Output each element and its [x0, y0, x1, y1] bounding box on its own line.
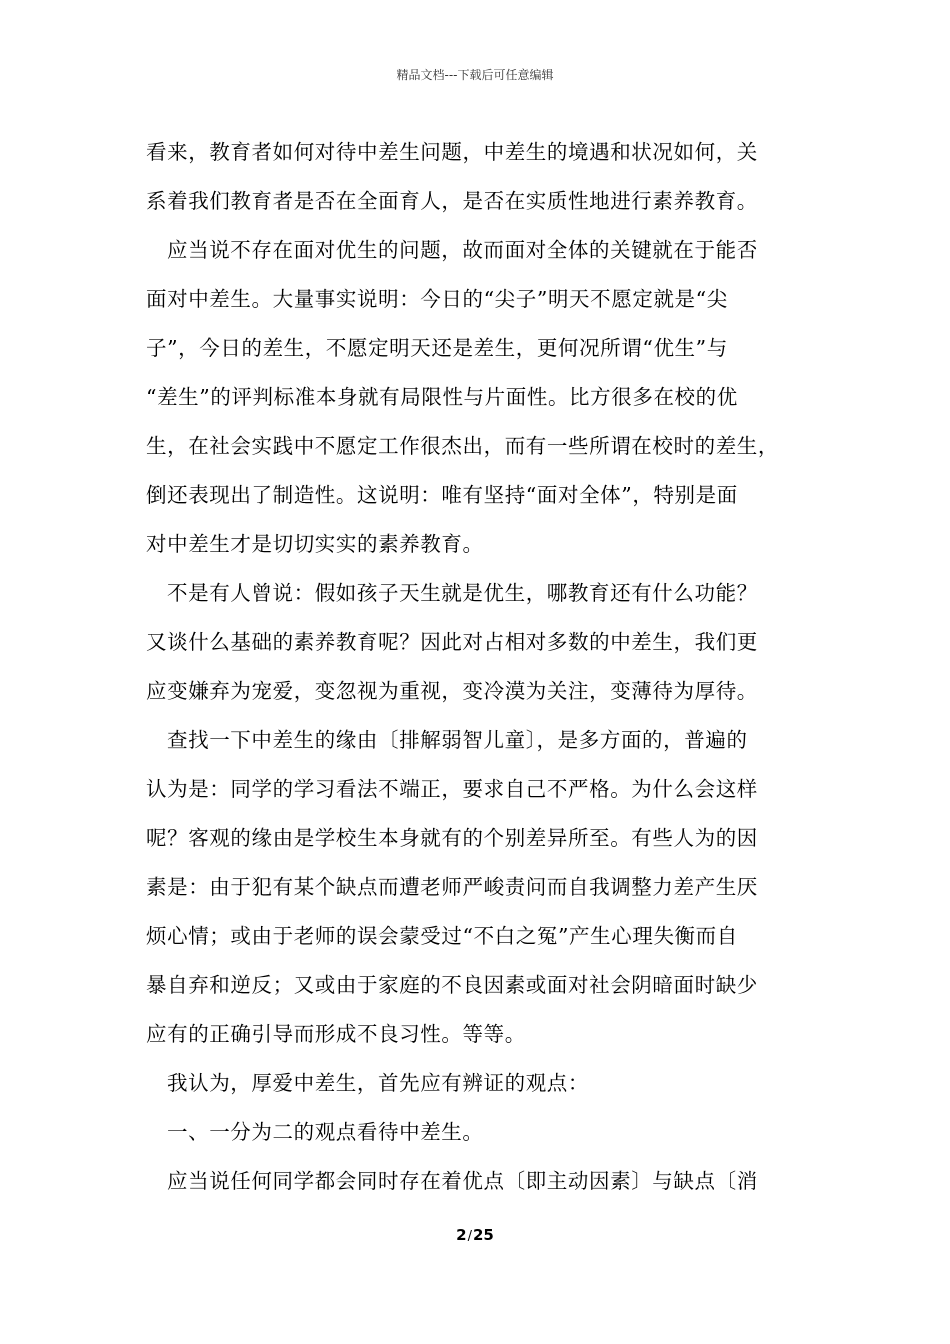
text-line: 倒还表现出了制造性。这说明：唯有坚持“面对全体”，特别是面 [146, 483, 738, 507]
text-line: 查找一下中差生的缘由〔排解弱智儿童〕，是多方面的，普遍的 [167, 728, 748, 752]
text-line: “差生”的评判标准本身就有局限性与片面性。比方很多在校的优 [146, 385, 738, 409]
text-line: 素是：由于犯有某个缺点而遭老师严峻责问而自我调整力差产生厌 [146, 875, 758, 899]
text-line: 烦心情；或由于老师的误会蒙受过“不白之冤”产生心理失衡而自 [146, 924, 738, 948]
text-line: 应有的正确引导而形成不良习性。等等。 [146, 1022, 526, 1046]
text-line: 子”，今日的差生，不愿定明天还是差生，更何况所谓“优生”与 [146, 336, 728, 360]
page-number [0, 1226, 950, 1244]
current-page-number: 2 [456, 1226, 467, 1244]
text-line: 一、一分为二的观点看待中差生。 [167, 1120, 484, 1144]
body-text [146, 128, 816, 1206]
text-line: 呢？客观的缘由是学校生本身就有的个别差异所至。有些人为的因 [146, 826, 758, 850]
page-header: 精品文档---下载后可任意编辑 [396, 68, 554, 82]
text-line: 又谈什么基础的素养教育呢？因此对占相对多数的中差生，我们更 [146, 630, 758, 654]
page-separator: / [467, 1229, 472, 1244]
text-line: 看来，教育者如何对待中差生问题，中差生的境遇和状况如何，关 [146, 140, 758, 164]
text-line: 认为是：同学的学习看法不端正，要求自己不严格。为什么会这样 [146, 777, 758, 801]
text-line: 我认为，厚爱中差生，首先应有辨证的观点： [167, 1071, 589, 1095]
text-line: 应当说任何同学都会同时存在着优点〔即主动因素〕与缺点〔消 [167, 1169, 758, 1193]
text-line: 不是有人曾说：假如孩子天生就是优生，哪教育还有什么功能？ [167, 581, 758, 605]
text-line: 系着我们教育者是否在全面育人，是否在实质性地进行素养教育。 [146, 189, 758, 213]
text-line: 应变嫌弃为宠爱，变忽视为重视，变冷漠为关注，变薄待为厚待。 [146, 679, 758, 703]
text-line: 面对中差生。大量事实说明：今日的“尖子”明天不愿定就是“尖 [146, 287, 728, 311]
text-line: 生，在社会实践中不愿定工作很杰出，而有一些所谓在校时的差生， [146, 434, 779, 458]
text-line: 对中差生才是切切实实的素养教育。 [146, 532, 484, 556]
text-line: 应当说不存在面对优生的问题，故而面对全体的关键就在于能否 [167, 238, 758, 262]
total-pages-number: 25 [472, 1226, 494, 1244]
text-line: 暴自弃和逆反；又或由于家庭的不良因素或面对社会阴暗面时缺少 [146, 973, 758, 997]
